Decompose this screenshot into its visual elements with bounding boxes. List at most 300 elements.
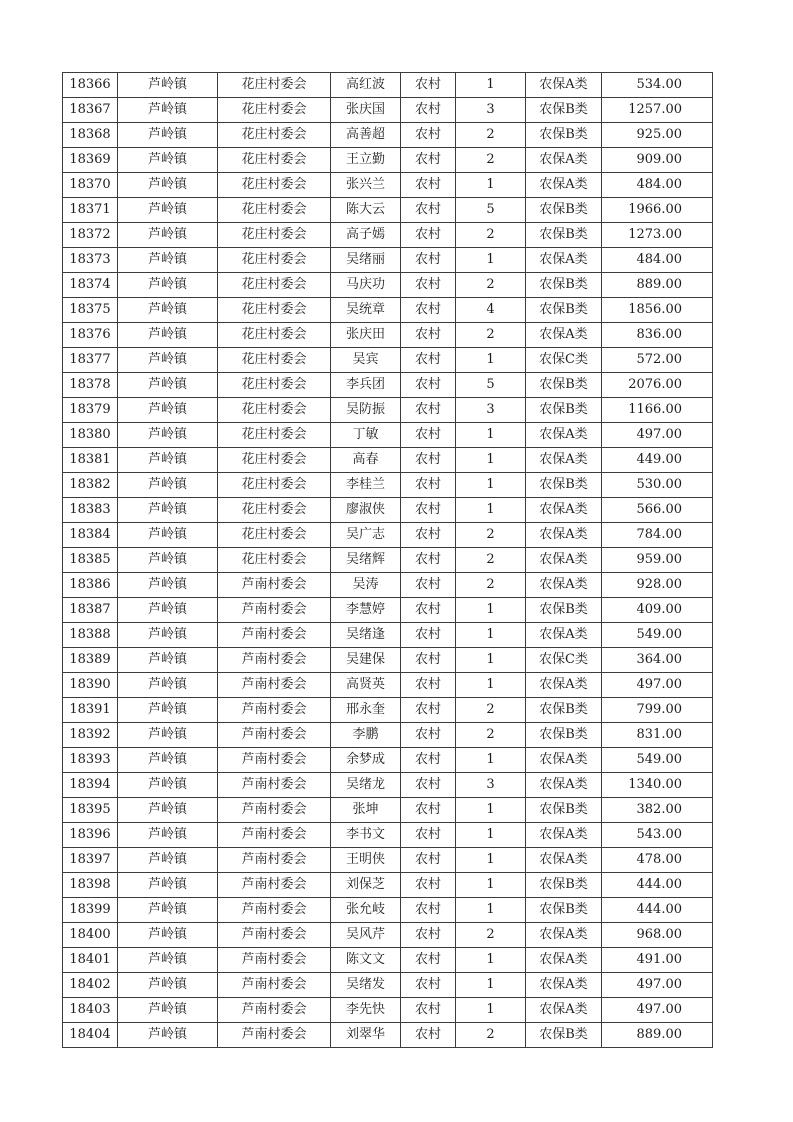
- table-cell-name: 张庆田: [331, 323, 401, 348]
- table-cell-amount: 925.00: [602, 123, 713, 148]
- table-cell-residence: 农村: [401, 523, 456, 548]
- table-row: [63, 248, 713, 273]
- table-cell-amount: 1257.00: [602, 98, 713, 123]
- table-cell-residence: 农村: [401, 448, 456, 473]
- table-cell-count: 1: [456, 473, 526, 498]
- table-cell-name: 吴广志: [331, 523, 401, 548]
- table-cell-village: 花庄村委会: [218, 223, 331, 248]
- table-cell-residence: 农村: [401, 998, 456, 1023]
- table-cell-town: 芦岭镇: [118, 148, 218, 173]
- table-cell-count: 1: [456, 948, 526, 973]
- table-cell-residence: 农村: [401, 973, 456, 998]
- table-cell-town: 芦岭镇: [118, 398, 218, 423]
- table-cell-village: 芦南村委会: [218, 923, 331, 948]
- table-cell-amount: 549.00: [602, 748, 713, 773]
- table-cell-name: 张坤: [331, 798, 401, 823]
- table-cell-name: 余梦成: [331, 748, 401, 773]
- table-cell-amount: 784.00: [602, 523, 713, 548]
- table-row: [63, 223, 713, 248]
- table-cell-count: 1: [456, 598, 526, 623]
- table-cell-name: 王立勤: [331, 148, 401, 173]
- table-row: [63, 123, 713, 148]
- table-cell-village: 芦南村委会: [218, 948, 331, 973]
- table-cell-id: 18385: [63, 548, 118, 573]
- table-cell-insurance_type: 农保B类: [526, 123, 602, 148]
- table-cell-name: 张兴兰: [331, 173, 401, 198]
- table-row: [63, 273, 713, 298]
- table-cell-insurance_type: 农保B类: [526, 898, 602, 923]
- table-cell-id: 18369: [63, 148, 118, 173]
- table-cell-count: 3: [456, 98, 526, 123]
- table-cell-residence: 农村: [401, 548, 456, 573]
- table-cell-amount: 382.00: [602, 798, 713, 823]
- table-cell-count: 1: [456, 748, 526, 773]
- table-cell-residence: 农村: [401, 648, 456, 673]
- table-cell-name: 陈文文: [331, 948, 401, 973]
- table-cell-count: 2: [456, 548, 526, 573]
- table-cell-village: 芦南村委会: [218, 898, 331, 923]
- table-cell-count: 1: [456, 448, 526, 473]
- table-cell-village: 芦南村委会: [218, 723, 331, 748]
- table-cell-insurance_type: 农保B类: [526, 373, 602, 398]
- table-cell-town: 芦岭镇: [118, 848, 218, 873]
- table-cell-name: 吴宾: [331, 348, 401, 373]
- table-cell-residence: 农村: [401, 323, 456, 348]
- table-cell-amount: 1856.00: [602, 298, 713, 323]
- table-cell-insurance_type: 农保A类: [526, 823, 602, 848]
- table-cell-village: 花庄村委会: [218, 148, 331, 173]
- table-cell-residence: 农村: [401, 273, 456, 298]
- table-cell-id: 18384: [63, 523, 118, 548]
- table-row: [63, 1023, 713, 1048]
- table-cell-name: 李书文: [331, 823, 401, 848]
- table-cell-name: 刘翠华: [331, 1023, 401, 1048]
- table-cell-count: 1: [456, 348, 526, 373]
- table-cell-name: 李兵团: [331, 373, 401, 398]
- table-cell-name: 吴建保: [331, 648, 401, 673]
- table-cell-count: 1: [456, 623, 526, 648]
- table-cell-residence: 农村: [401, 398, 456, 423]
- table-cell-amount: 543.00: [602, 823, 713, 848]
- table-cell-name: 丁敏: [331, 423, 401, 448]
- table-cell-name: 李鹏: [331, 723, 401, 748]
- table-cell-town: 芦岭镇: [118, 873, 218, 898]
- table-cell-village: 芦南村委会: [218, 598, 331, 623]
- table-cell-insurance_type: 农保B类: [526, 873, 602, 898]
- table-cell-town: 芦岭镇: [118, 98, 218, 123]
- table-cell-id: 18394: [63, 773, 118, 798]
- table-cell-count: 2: [456, 273, 526, 298]
- table-cell-town: 芦岭镇: [118, 373, 218, 398]
- table-cell-town: 芦岭镇: [118, 423, 218, 448]
- table-cell-insurance_type: 农保A类: [526, 973, 602, 998]
- table-cell-id: 18403: [63, 998, 118, 1023]
- table-cell-id: 18388: [63, 623, 118, 648]
- table-cell-village: 花庄村委会: [218, 498, 331, 523]
- table-cell-amount: 409.00: [602, 598, 713, 623]
- table-cell-residence: 农村: [401, 698, 456, 723]
- table-cell-amount: 889.00: [602, 1023, 713, 1048]
- table-cell-town: 芦岭镇: [118, 923, 218, 948]
- table-cell-insurance_type: 农保B类: [526, 273, 602, 298]
- table-cell-village: 芦南村委会: [218, 648, 331, 673]
- table-row: [63, 948, 713, 973]
- table-cell-amount: 2076.00: [602, 373, 713, 398]
- table-cell-id: 18380: [63, 423, 118, 448]
- table-cell-insurance_type: 农保B类: [526, 98, 602, 123]
- table-cell-id: 18399: [63, 898, 118, 923]
- table-cell-amount: 968.00: [602, 923, 713, 948]
- table-row: [63, 898, 713, 923]
- table-cell-insurance_type: 农保B类: [526, 723, 602, 748]
- table-row: [63, 423, 713, 448]
- table-cell-count: 2: [456, 223, 526, 248]
- table-cell-village: 芦南村委会: [218, 1023, 331, 1048]
- table-cell-name: 吴防振: [331, 398, 401, 423]
- table-cell-insurance_type: 农保B类: [526, 798, 602, 823]
- table-cell-town: 芦岭镇: [118, 798, 218, 823]
- table-cell-village: 花庄村委会: [218, 298, 331, 323]
- table-cell-town: 芦岭镇: [118, 748, 218, 773]
- table-cell-insurance_type: 农保A类: [526, 923, 602, 948]
- table-cell-id: 18377: [63, 348, 118, 373]
- table-cell-count: 1: [456, 73, 526, 98]
- table-cell-insurance_type: 农保A类: [526, 673, 602, 698]
- table-cell-residence: 农村: [401, 823, 456, 848]
- table-cell-village: 花庄村委会: [218, 248, 331, 273]
- table-cell-amount: 491.00: [602, 948, 713, 973]
- table-row: [63, 98, 713, 123]
- table-cell-residence: 农村: [401, 73, 456, 98]
- table-cell-village: 芦南村委会: [218, 848, 331, 873]
- table-cell-id: 18374: [63, 273, 118, 298]
- table-cell-insurance_type: 农保A类: [526, 548, 602, 573]
- table-cell-town: 芦岭镇: [118, 523, 218, 548]
- table-cell-residence: 农村: [401, 598, 456, 623]
- table-cell-residence: 农村: [401, 623, 456, 648]
- table-row: [63, 73, 713, 98]
- table-cell-residence: 农村: [401, 748, 456, 773]
- table-cell-insurance_type: 农保A类: [526, 73, 602, 98]
- table-cell-town: 芦岭镇: [118, 548, 218, 573]
- table-cell-amount: 497.00: [602, 973, 713, 998]
- table-cell-residence: 农村: [401, 423, 456, 448]
- table-cell-name: 陈大云: [331, 198, 401, 223]
- table-cell-insurance_type: 农保B类: [526, 398, 602, 423]
- table-cell-residence: 农村: [401, 373, 456, 398]
- table-cell-name: 吴统章: [331, 298, 401, 323]
- table-cell-village: 芦南村委会: [218, 998, 331, 1023]
- table-cell-village: 花庄村委会: [218, 523, 331, 548]
- table-cell-residence: 农村: [401, 798, 456, 823]
- table-row: [63, 148, 713, 173]
- table-cell-insurance_type: 农保B类: [526, 223, 602, 248]
- table-cell-count: 1: [456, 873, 526, 898]
- table-row: [63, 598, 713, 623]
- table-cell-id: 18382: [63, 473, 118, 498]
- table-cell-town: 芦岭镇: [118, 248, 218, 273]
- table-cell-count: 2: [456, 1023, 526, 1048]
- table-row: [63, 348, 713, 373]
- table-cell-village: 芦南村委会: [218, 823, 331, 848]
- table-row: [63, 473, 713, 498]
- table-cell-village: 芦南村委会: [218, 623, 331, 648]
- table-cell-insurance_type: 农保A类: [526, 498, 602, 523]
- table-cell-name: 廖淑侠: [331, 498, 401, 523]
- table-row: [63, 748, 713, 773]
- table-cell-amount: 364.00: [602, 648, 713, 673]
- table-cell-residence: 农村: [401, 848, 456, 873]
- table-cell-town: 芦岭镇: [118, 223, 218, 248]
- table-cell-name: 吴风芹: [331, 923, 401, 948]
- table-cell-amount: 484.00: [602, 173, 713, 198]
- table-cell-id: 18387: [63, 598, 118, 623]
- table-cell-amount: 444.00: [602, 898, 713, 923]
- table-row: [63, 323, 713, 348]
- table-cell-id: 18391: [63, 698, 118, 723]
- table-cell-town: 芦岭镇: [118, 273, 218, 298]
- table-cell-insurance_type: 农保B类: [526, 698, 602, 723]
- table-cell-village: 芦南村委会: [218, 573, 331, 598]
- table-row: [63, 773, 713, 798]
- table-cell-insurance_type: 农保A类: [526, 248, 602, 273]
- table-cell-residence: 农村: [401, 148, 456, 173]
- table-cell-id: 18404: [63, 1023, 118, 1048]
- table-cell-village: 花庄村委会: [218, 323, 331, 348]
- table-cell-town: 芦岭镇: [118, 73, 218, 98]
- table-cell-id: 18367: [63, 98, 118, 123]
- table-cell-id: 18371: [63, 198, 118, 223]
- table-cell-amount: 444.00: [602, 873, 713, 898]
- table-cell-residence: 农村: [401, 98, 456, 123]
- table-cell-insurance_type: 农保A类: [526, 748, 602, 773]
- table-cell-name: 高善超: [331, 123, 401, 148]
- table-cell-residence: 农村: [401, 673, 456, 698]
- table-cell-amount: 1273.00: [602, 223, 713, 248]
- table-cell-name: 刘保芝: [331, 873, 401, 898]
- table-cell-town: 芦岭镇: [118, 998, 218, 1023]
- table-row: [63, 648, 713, 673]
- table-cell-name: 吴绪辉: [331, 548, 401, 573]
- table-row: [63, 623, 713, 648]
- table-cell-count: 2: [456, 698, 526, 723]
- table-cell-residence: 农村: [401, 498, 456, 523]
- table-cell-residence: 农村: [401, 1023, 456, 1048]
- table-cell-village: 花庄村委会: [218, 398, 331, 423]
- table-cell-count: 2: [456, 123, 526, 148]
- table-cell-insurance_type: 农保A类: [526, 523, 602, 548]
- table-cell-town: 芦岭镇: [118, 348, 218, 373]
- table-cell-name: 李先快: [331, 998, 401, 1023]
- table-cell-count: 5: [456, 373, 526, 398]
- table-cell-town: 芦岭镇: [118, 173, 218, 198]
- table-cell-id: 18390: [63, 673, 118, 698]
- table-cell-amount: 836.00: [602, 323, 713, 348]
- table-cell-name: 马庆功: [331, 273, 401, 298]
- table-row: [63, 548, 713, 573]
- table-cell-name: 邢永奎: [331, 698, 401, 723]
- table-cell-count: 1: [456, 973, 526, 998]
- table-cell-id: 18370: [63, 173, 118, 198]
- table-cell-town: 芦岭镇: [118, 123, 218, 148]
- table-cell-id: 18368: [63, 123, 118, 148]
- table-cell-count: 1: [456, 998, 526, 1023]
- table-cell-name: 吴绪龙: [331, 773, 401, 798]
- table-cell-count: 1: [456, 173, 526, 198]
- table-cell-insurance_type: 农保B类: [526, 473, 602, 498]
- table-cell-village: 花庄村委会: [218, 198, 331, 223]
- table-cell-residence: 农村: [401, 298, 456, 323]
- table-row: [63, 523, 713, 548]
- table-cell-insurance_type: 农保A类: [526, 623, 602, 648]
- table-cell-amount: 549.00: [602, 623, 713, 648]
- table-cell-count: 4: [456, 298, 526, 323]
- table-cell-amount: 1166.00: [602, 398, 713, 423]
- table-cell-amount: 497.00: [602, 423, 713, 448]
- table-cell-count: 1: [456, 673, 526, 698]
- table-cell-village: 芦南村委会: [218, 873, 331, 898]
- table-cell-town: 芦岭镇: [118, 723, 218, 748]
- table-cell-insurance_type: 农保C类: [526, 348, 602, 373]
- table-cell-amount: 1340.00: [602, 773, 713, 798]
- table-cell-amount: 484.00: [602, 248, 713, 273]
- table-cell-village: 花庄村委会: [218, 73, 331, 98]
- table-cell-insurance_type: 农保A类: [526, 148, 602, 173]
- table-cell-residence: 农村: [401, 473, 456, 498]
- table-cell-residence: 农村: [401, 898, 456, 923]
- table-cell-village: 芦南村委会: [218, 698, 331, 723]
- table-cell-town: 芦岭镇: [118, 673, 218, 698]
- table-cell-town: 芦岭镇: [118, 1023, 218, 1048]
- table-cell-amount: 534.00: [602, 73, 713, 98]
- table-cell-residence: 农村: [401, 773, 456, 798]
- table-cell-village: 芦南村委会: [218, 798, 331, 823]
- document-page: [62, 72, 713, 1048]
- table-cell-count: 1: [456, 823, 526, 848]
- table-cell-count: 2: [456, 323, 526, 348]
- table-row: [63, 698, 713, 723]
- table-cell-id: 18392: [63, 723, 118, 748]
- table-cell-id: 18383: [63, 498, 118, 523]
- table-cell-id: 18401: [63, 948, 118, 973]
- table-cell-id: 18395: [63, 798, 118, 823]
- table-row: [63, 498, 713, 523]
- table-cell-town: 芦岭镇: [118, 473, 218, 498]
- table-cell-name: 李桂兰: [331, 473, 401, 498]
- table-cell-residence: 农村: [401, 123, 456, 148]
- table-cell-village: 花庄村委会: [218, 173, 331, 198]
- table-cell-amount: 889.00: [602, 273, 713, 298]
- table-cell-amount: 478.00: [602, 848, 713, 873]
- table-row: [63, 398, 713, 423]
- table-row: [63, 923, 713, 948]
- table-cell-town: 芦岭镇: [118, 898, 218, 923]
- table-cell-count: 5: [456, 198, 526, 223]
- table-cell-village: 芦南村委会: [218, 673, 331, 698]
- table-cell-insurance_type: 农保A类: [526, 323, 602, 348]
- table-cell-insurance_type: 农保B类: [526, 598, 602, 623]
- table-cell-id: 18393: [63, 748, 118, 773]
- table-row: [63, 573, 713, 598]
- table-cell-town: 芦岭镇: [118, 598, 218, 623]
- table-cell-insurance_type: 农保B类: [526, 1023, 602, 1048]
- table-cell-village: 花庄村委会: [218, 98, 331, 123]
- table-cell-amount: 909.00: [602, 148, 713, 173]
- table-cell-residence: 农村: [401, 173, 456, 198]
- table-cell-village: 芦南村委会: [218, 748, 331, 773]
- table-cell-id: 18366: [63, 73, 118, 98]
- table-row: [63, 848, 713, 873]
- table-cell-village: 花庄村委会: [218, 348, 331, 373]
- table-cell-residence: 农村: [401, 723, 456, 748]
- table-cell-id: 18378: [63, 373, 118, 398]
- table-cell-village: 花庄村委会: [218, 473, 331, 498]
- table-cell-name: 吴绪逢: [331, 623, 401, 648]
- table-cell-amount: 928.00: [602, 573, 713, 598]
- table-row: [63, 298, 713, 323]
- table-cell-residence: 农村: [401, 223, 456, 248]
- table-body: [63, 73, 713, 1048]
- table-cell-insurance_type: 农保A类: [526, 573, 602, 598]
- table-row: [63, 998, 713, 1023]
- table-cell-residence: 农村: [401, 948, 456, 973]
- table-cell-name: 张庆国: [331, 98, 401, 123]
- table-cell-insurance_type: 农保A类: [526, 848, 602, 873]
- table-cell-id: 18372: [63, 223, 118, 248]
- payment-table: [62, 72, 713, 1048]
- table-cell-count: 1: [456, 648, 526, 673]
- table-cell-insurance_type: 农保A类: [526, 423, 602, 448]
- table-cell-town: 芦岭镇: [118, 973, 218, 998]
- table-cell-amount: 799.00: [602, 698, 713, 723]
- table-cell-village: 花庄村委会: [218, 423, 331, 448]
- table-cell-id: 18400: [63, 923, 118, 948]
- table-cell-village: 花庄村委会: [218, 373, 331, 398]
- table-cell-residence: 农村: [401, 873, 456, 898]
- table-cell-id: 18386: [63, 573, 118, 598]
- table-cell-name: 高贤英: [331, 673, 401, 698]
- table-cell-residence: 农村: [401, 348, 456, 373]
- table-cell-id: 18389: [63, 648, 118, 673]
- table-cell-count: 2: [456, 148, 526, 173]
- table-cell-residence: 农村: [401, 198, 456, 223]
- table-cell-name: 吴涛: [331, 573, 401, 598]
- table-cell-village: 芦南村委会: [218, 773, 331, 798]
- table-cell-name: 高红波: [331, 73, 401, 98]
- table-cell-count: 3: [456, 398, 526, 423]
- table-cell-name: 张允岐: [331, 898, 401, 923]
- table-cell-count: 2: [456, 723, 526, 748]
- table-cell-id: 18376: [63, 323, 118, 348]
- table-row: [63, 673, 713, 698]
- table-cell-insurance_type: 农保A类: [526, 998, 602, 1023]
- table-cell-id: 18397: [63, 848, 118, 873]
- table-cell-village: 花庄村委会: [218, 548, 331, 573]
- table-cell-name: 吴绪丽: [331, 248, 401, 273]
- table-cell-insurance_type: 农保A类: [526, 173, 602, 198]
- table-cell-count: 1: [456, 423, 526, 448]
- table-cell-count: 1: [456, 498, 526, 523]
- table-cell-count: 2: [456, 573, 526, 598]
- table-cell-name: 王明侠: [331, 848, 401, 873]
- table-cell-amount: 449.00: [602, 448, 713, 473]
- table-cell-town: 芦岭镇: [118, 298, 218, 323]
- table-cell-id: 18381: [63, 448, 118, 473]
- table-cell-amount: 497.00: [602, 998, 713, 1023]
- table-cell-name: 高子嫣: [331, 223, 401, 248]
- table-cell-id: 18373: [63, 248, 118, 273]
- table-cell-count: 1: [456, 798, 526, 823]
